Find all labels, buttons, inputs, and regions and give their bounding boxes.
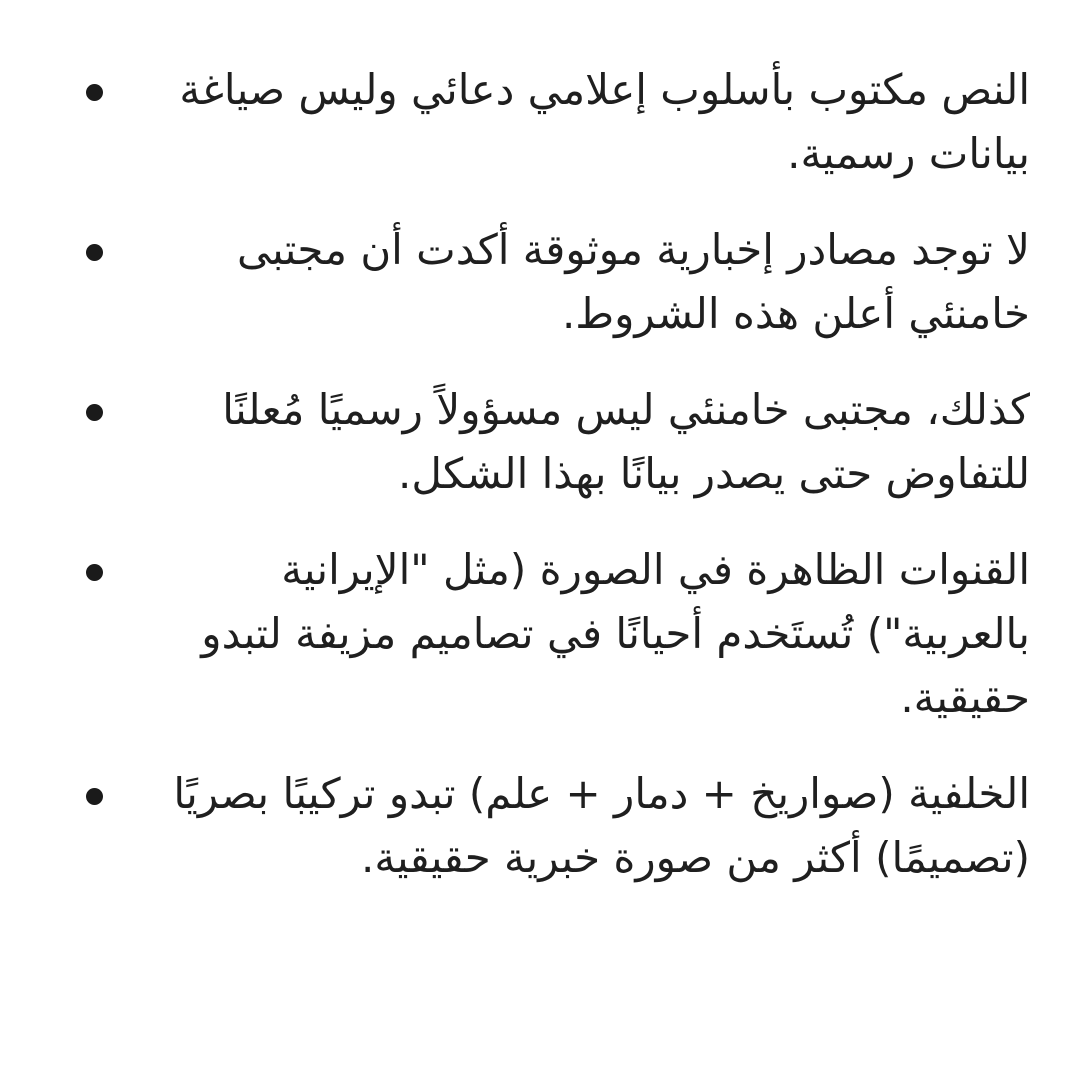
bullet-text: النص مكتوب بأسلوب إعلامي دعائي وليس صياغة بيانات رسمية. [179, 65, 1030, 178]
list-item [0, 762, 1080, 890]
list-item [0, 58, 1080, 186]
bullet-dot-icon [86, 404, 103, 421]
bullet-list [0, 58, 1080, 922]
bullet-dot-icon [86, 564, 103, 581]
bullet-text: لا توجد مصادر إخبارية موثوقة أكدت أن مجتبى خامنئي أعلن هذه الشروط. [237, 225, 1030, 338]
bullet-dot-icon [86, 788, 103, 805]
bullet-dot-icon [86, 84, 103, 101]
list-item [0, 218, 1080, 346]
bullet-text: القنوات الظاهرة في الصورة (مثل "الإيرانية بالعربية") تُستَخدم أحيانًا في تصاميم مزيفة لتبدو حقيقية. [201, 545, 1030, 722]
bullet-dot-icon [86, 244, 103, 261]
list-item [0, 538, 1080, 730]
list-item [0, 378, 1080, 506]
bullet-text: الخلفية (صواريخ + دمار + علم) تبدو تركيبًا بصريًا (تصميمًا) أكثر من صورة خبرية حقيقية. [173, 769, 1030, 882]
bullet-text: كذلك، مجتبى خامنئي ليس مسؤولاً رسميًا مُعلنًا للتفاوض حتى يصدر بيانًا بهذا الشكل. [222, 385, 1030, 498]
